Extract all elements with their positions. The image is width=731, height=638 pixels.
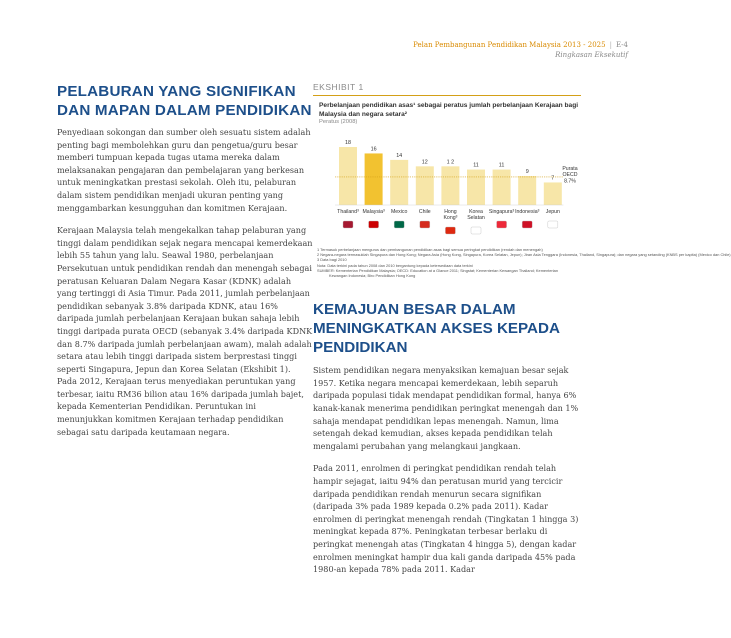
category-label: Kong³ xyxy=(443,215,458,221)
country-flag-icon xyxy=(369,221,379,228)
chart-note: 3 Data bagi 2010 xyxy=(317,257,347,263)
country-flag-icon xyxy=(394,221,404,228)
oecd-average-label: 8.7% xyxy=(564,178,576,185)
left-paragraph-2: Kerajaan Malaysia telah mengekalkan tahap pelaburan yang tinggi dalam pendidikan sejak negara mencapai kemerdekaan lebih 55 tahun yang lalu. Seawal 1980, perbelanjaan Persekutuan untuk pendidikan rendah dan menengah sebagai peratusan Keluaran Dalam Negara Kasar (KDNK) adalah yang tertinggi di Asia Timur. Pada 2011, jumlah perbelanjaan pendidikan sebanyak 3.8% daripada KDNK, atau 16% daripada jumlah perbelanjaan Kerajaan bukan sahaja lebih tinggi daripada purata OECD (sebanyak 3.4% daripada KDNK dan 8.7% daripada jumlah perbelanjaan awam), malah adalah setara atau lebih tinggi daripada sistem berprestasi tinggi seperti Singapura, Jepun dan Korea Selatan (Ekshibit 1). Pada 2012, Kerajaan terus menyediakan peruntukan yang terbesar, iaitu RM36 bilion atau 16% daripada jumlah bajet, kepada Kementerian Pendidikan. Peruntukan ini menunjukkan komitmen Kerajaan terhadap pendidikan sebagai satu daripada keutamaan negara. xyxy=(57,225,313,437)
page-header: Pelan Pembangunan Pendidikan Malaysia 2013 - 2025 | E-4 Ringkasan Eksekutif xyxy=(413,41,628,59)
category-label: Korea xyxy=(469,209,483,215)
right-column xyxy=(313,82,731,586)
chart-note: 1 Termasuk perbelanjaan mengurus dan pembangunan pendidikan asas bagi semua peringkat pendidikan (rendah dan menengah) xyxy=(317,247,543,252)
chart-bar xyxy=(441,166,459,205)
bar-chart xyxy=(313,127,581,245)
exhibit-chart xyxy=(313,127,581,245)
country-flag-icon xyxy=(548,221,558,228)
chart-bar xyxy=(339,147,357,205)
chart-bar xyxy=(390,160,408,205)
chart-bar xyxy=(518,176,536,205)
category-label: Malaysia³ xyxy=(362,209,385,215)
bar-value-label: 1 2 xyxy=(446,159,455,166)
right-paragraph-2: Pada 2011, enrolmen di peringkat pendidikan rendah telah hampir sejagat, iaitu 94% dan peratusan murid yang tercicir daripada pendidikan rendah menurun secara signifikan (daripada 3% pada 1989 kepada 0.2% pada 2011). Kadar enrolmen di peringkat menengah rendah (Tingkatan 1 hingga 3) meningkat kepada 87%. Peningkatan terbesar berlaku di peringkat menengah atas (Tingkatan 4 hingga 5), dengan kadar enrolmen meningkat hampir dua kali ganda daripada 45% pada 1980-an kepada 78% pada 2011. Kadar xyxy=(313,463,579,575)
category-label: Selatan xyxy=(467,215,485,221)
country-flag-icon xyxy=(471,227,481,234)
bar-value-label: 7 xyxy=(551,175,555,182)
category-label: Indonesia³ xyxy=(515,209,540,215)
country-flag-icon xyxy=(420,221,430,228)
chart-bar xyxy=(467,170,485,205)
section-heading-access: KEMAJUAN BESAR DALAM MENINGKATKAN AKSES KEPADA PENDIDIKAN xyxy=(313,301,560,357)
bar-value-label: 16 xyxy=(370,146,377,153)
chart-bar xyxy=(544,182,562,205)
category-label: Thailand³ xyxy=(337,209,359,215)
category-label: Mexico xyxy=(390,209,408,215)
chart-subtitle: Peratus (2008) xyxy=(319,119,358,125)
bar-value-label: 18 xyxy=(345,140,351,146)
chart-bar xyxy=(365,153,383,205)
category-label: Hong xyxy=(444,209,457,215)
bar-value-label: 14 xyxy=(396,152,403,159)
bar-value-label: 12 xyxy=(421,159,428,166)
category-label: Jepun xyxy=(545,209,560,215)
chart-bar xyxy=(493,170,511,205)
category-label: Chile xyxy=(418,209,431,215)
chart-note: 2 Negara-negara termasuklah Singapura dan Hong Kong; Negara Asia (Hong Kong, Singapura, Korea Selatan, Jepun); Jiran Asia Tenggara (Indonesia, Thailand, Singapura); dan negara yang setanding (KNBS per kapita) (Mexico dan Chile) xyxy=(317,252,731,258)
country-flag-icon xyxy=(343,221,353,228)
chart-note: SUMBER: Kementerian Pendidikan Malaysia; OECD: Education at a Glance 2011; Singstat; Kementerian Kewangan Thailand; Kementerian xyxy=(317,267,558,273)
exhibit-label: EKSHIBIT 1 xyxy=(313,82,581,96)
country-flag-icon xyxy=(522,221,532,228)
chart-note: Nota: Data terkini pada tahun 2008 dan 2010 bergantung kepada ketersediaan data terkini xyxy=(317,262,473,268)
bar-value-label: 11 xyxy=(473,162,479,169)
category-label: Singapura³ xyxy=(488,209,515,215)
country-flag-icon xyxy=(497,221,507,228)
header-title: Pelan Pembangunan Pendidikan Malaysia 2013 - 2025 xyxy=(413,41,606,49)
chart-bar xyxy=(416,166,434,205)
right-paragraph-1: Sistem pendidikan negara menyaksikan kemajuan besar sejak 1957. Ketika negara mencapai kemerdekaan, lebih separuh daripada populasi tidak mendapat pendidikan formal, hanya 6% kanak-kanak menerima pendidikan peringkat menengah dan 1% sahaja mendapat pendidikan lepas menengah. Namun, lima setengah dekad kemudian, akses kepada pendidikan telah mengalami perubahan yang melangkaui jangkaan. xyxy=(313,365,579,451)
chart-notes xyxy=(313,247,731,279)
section-heading-investment: PELABURAN YANG SIGNIFIKAN DAN MAPAN DALAM PENDIDIKAN xyxy=(57,83,312,119)
oecd-average-label: OECD xyxy=(562,172,578,179)
left-column xyxy=(57,82,313,448)
left-paragraph-1: Penyediaan sokongan dan sumber oleh sesuatu sistem adalah penting bagi membolehkan guru dan pengetua/guru besar memberi tumpuan kepada tugas utama mereka dalam melaksanakan pengajaran dan pembelajaran yang berkesan untuk meningkatkan prestasi sekolah. Oleh itu, pelaburan dalam sistem pendidikan menjadi ukuran penting yang menggambarkan kesungguhan dan komitmen Kerajaan. xyxy=(57,127,311,213)
chart-note: Kewangan Indonesia; Biro Pendidikan Hong Kong xyxy=(329,273,416,279)
bar-value-label: 11 xyxy=(498,162,505,169)
chart-title: Perbelanjaan pendidikan asas¹ sebagai peratus jumlah perbelanjaan Kerajaan bagi Malaysia dan negara setara² xyxy=(319,102,579,118)
header-subtitle: Ringkasan Eksekutif xyxy=(555,51,628,59)
country-flag-icon xyxy=(445,227,455,234)
bar-value-label: 9 xyxy=(525,169,529,175)
page-number: E-4 xyxy=(615,41,628,49)
oecd-average-label: Purata xyxy=(562,165,578,172)
